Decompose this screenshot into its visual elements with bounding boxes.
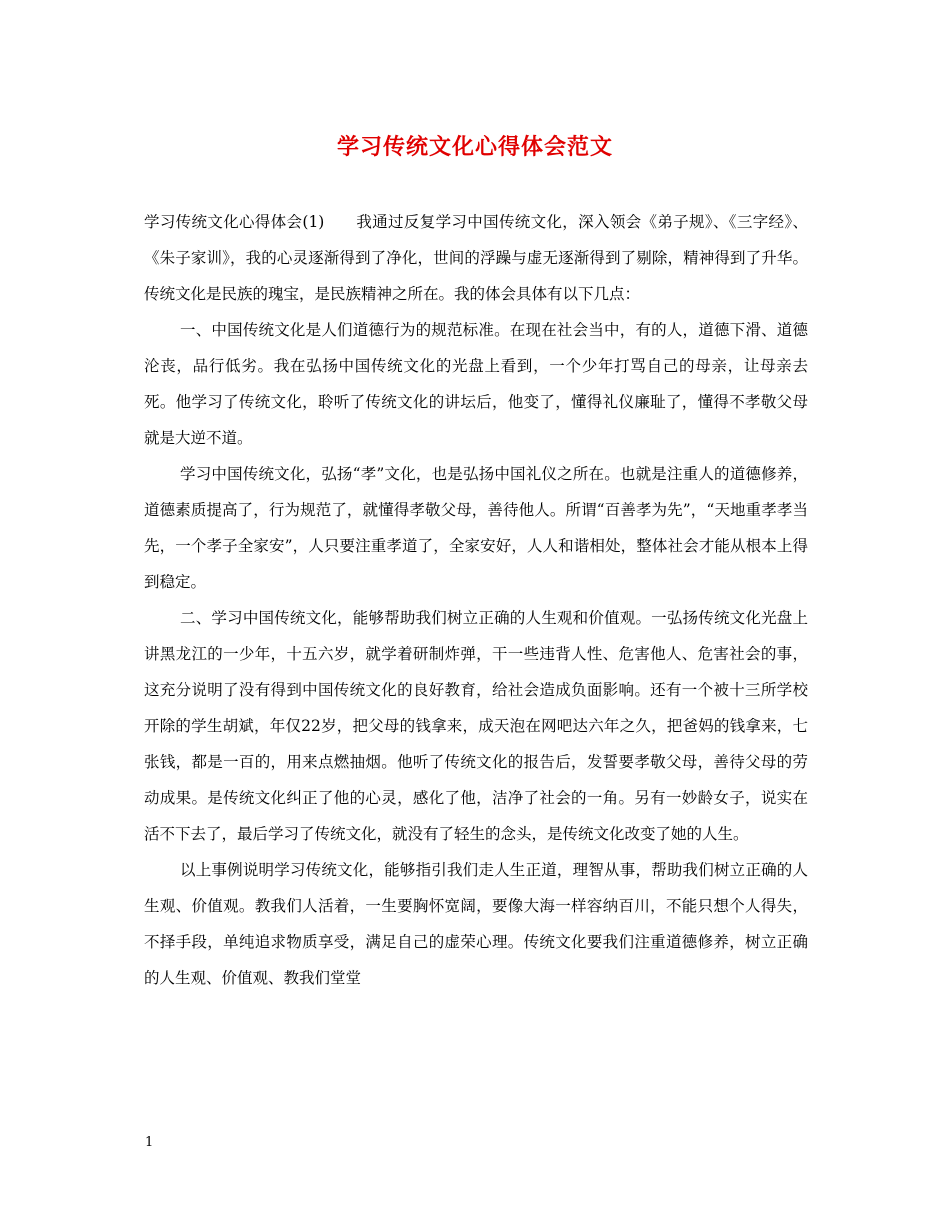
paragraph-filial-piety: 学习中国传统文化，弘扬“孝”文化，也是弘扬中国礼仪之所在。也就是注重人的道德修养，道德素质提高了，行为规范了，就懂得孝敬父母，善待他人。所谓“百善孝为先”，“天地重孝孝当先，一个孝子全家安”，人只要注重孝道了，全家安好，人人和谐相处，整体社会才能从根本上得到稳定。	[144, 465, 808, 591]
paragraph-intro: 学习传统文化心得体会(1) 我通过反复学习中国传统文化，深入领会《弟子规》、《三字经》、《朱子家训》，我的心灵逐渐得到了净化，世间的浮躁与虚无逐渐得到了剔除，精神得到了升华。传统文化是民族的瑰宝，是民族精神之所在。我的体会具体有以下几点：	[144, 213, 808, 303]
paragraph-point-two: 二、学习中国传统文化，能够帮助我们树立正确的人生观和价值观。一弘扬传统文化光盘上讲黑龙江的一少年，十五六岁，就学着研制炸弹，干一些违背人性、危害他人、危害社会的事，这充分说明了没有得到中国传统文化的良好教育，给社会造成负面影响。还有一个被十三所学校开除的学生胡斌，年仅22岁，把父母的钱拿来，成天泡在网吧达六年之久，把爸妈的钱拿来，七张钱，都是一百的，用来点燃抽烟。他听了传统文化的报告后，发誓要孝敬父母，善待父母的劳动成果。是传统文化纠正了他的心灵，感化了他，洁净了社会的一角。另有一妙龄女子，说实在活不下去了，最后学习了传统文化，就没有了轻生的念头，是传统文化改变了她的人生。	[144, 609, 808, 843]
paragraph-conclusion: 以上事例说明学习传统文化，能够指引我们走人生正道，理智从事，帮助我们树立正确的人生观、价值观。教我们人活着，一生要胸怀宽阔，要像大海一样容纳百川，不能只想个人得失，不择手段，单纯追求物质享受，满足自己的虚荣心理。传统文化要我们注重道德修养，树立正确的人生观、价值观、教我们堂堂	[144, 861, 808, 987]
document-body	[144, 204, 808, 996]
page-number: 1	[145, 1135, 154, 1150]
paragraph-point-one: 一、中国传统文化是人们道德行为的规范标准。在现在社会当中，有的人，道德下滑、道德沦丧，品行低劣。我在弘扬中国传统文化的光盘上看到，一个少年打骂自己的母亲，让母亲去死。他学习了传统文化，聆听了传统文化的讲坛后，他变了，懂得礼仪廉耻了，懂得不孝敬父母就是大逆不道。	[144, 321, 808, 447]
document-title: 学习传统文化心得体会范文	[336, 134, 613, 160]
